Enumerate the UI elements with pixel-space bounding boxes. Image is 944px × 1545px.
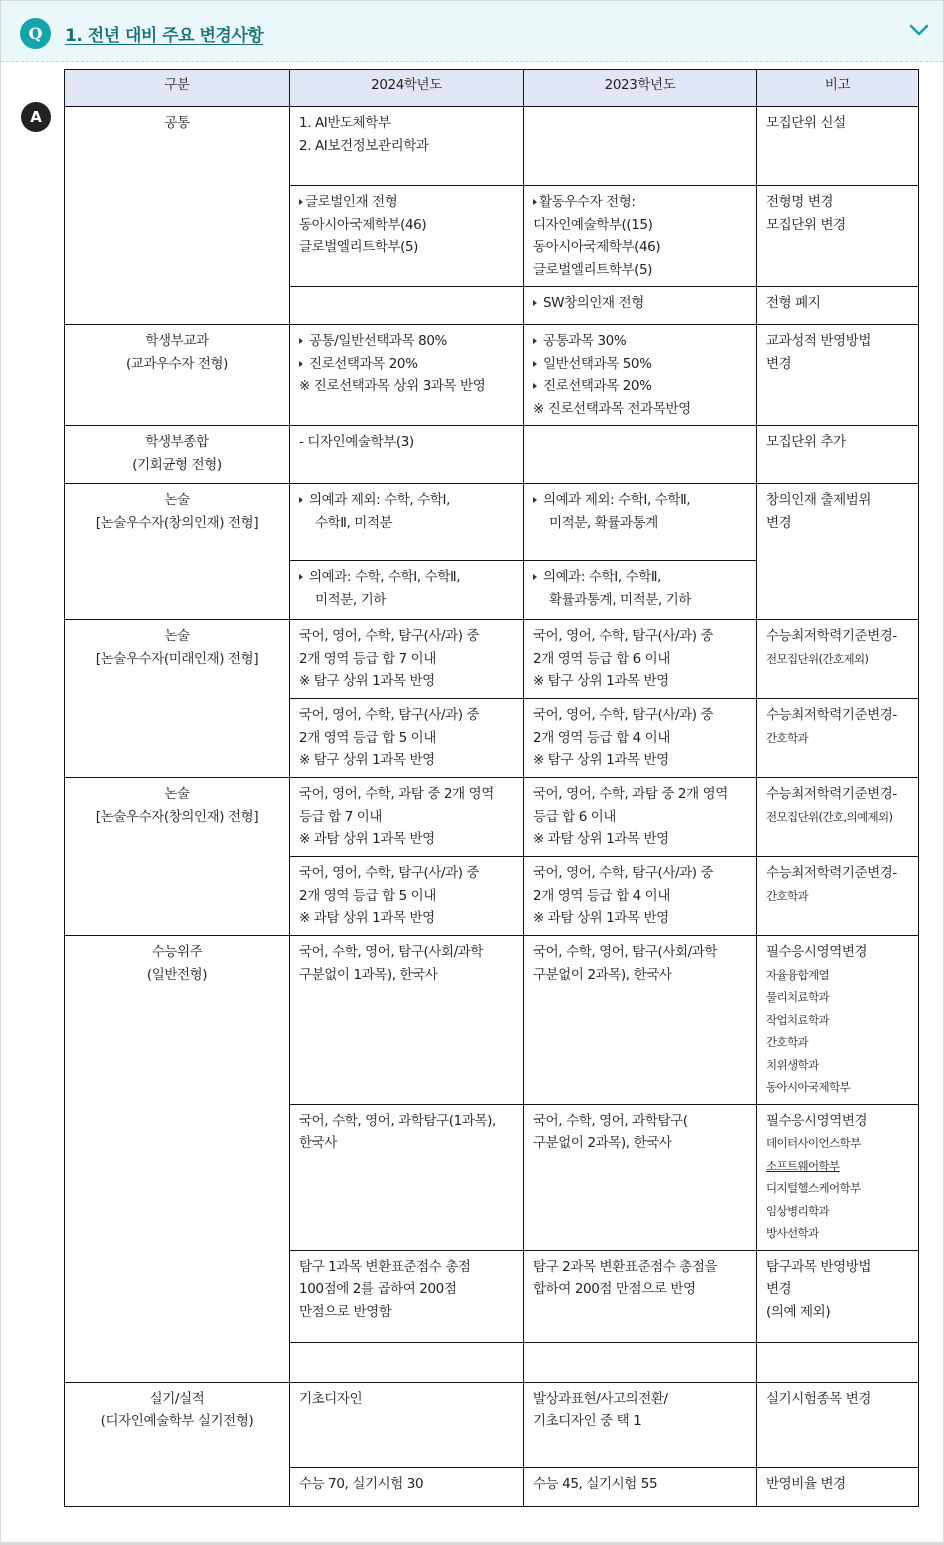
cell-note: 교과성적 반영방법 변경 [757, 325, 919, 426]
question-header[interactable] [1, 1, 943, 62]
bullet-triangle-icon [533, 383, 537, 389]
cell-note: 수능최저학력기준변경- 전모집단위(간호제외) [757, 620, 919, 699]
cell-note: 창의인재 출제범위 변경 [757, 484, 919, 620]
cell-2023 [524, 1342, 757, 1382]
chevron-down-icon[interactable] [909, 23, 929, 37]
cell-note [757, 1342, 919, 1382]
header-note: 비고 [757, 70, 919, 107]
cell-2023: 의예과 제외: 수학Ⅰ, 수학Ⅱ, 미적분, 확률과통계 [524, 484, 757, 561]
bullet-triangle-icon [533, 497, 537, 503]
cell-2024: 1. AI반도체학부 2. AI보건정보관리학과 [290, 107, 524, 186]
cell-note: 전형 폐지 [757, 287, 919, 325]
cell-2024 [290, 1342, 524, 1382]
cell-note: 필수응시영역변경 자율융합계열 물리치료학과 작업치료학과 간호학과 치위생학과 동아시아국제학부 [757, 936, 919, 1105]
table-row [65, 778, 919, 857]
category-cell: 공통 [65, 107, 290, 325]
cell-2024: 국어, 영어, 수학, 과탐 중 2개 영역 등급 합 7 이내 ※ 과탐 상위 1과목 반영 [290, 778, 524, 857]
bullet-triangle-icon [299, 574, 303, 580]
cell-2024: 국어, 수학, 영어, 과학탐구(1과목), 한국사 [290, 1104, 524, 1250]
header-2024: 2024학년도 [290, 70, 524, 107]
bullet-triangle-icon [299, 338, 303, 344]
cell-note: 수능최저학력기준변경- 전모집단위(간호,의예제외) [757, 778, 919, 857]
bullet-triangle-icon [533, 199, 537, 205]
answer-badge: A [21, 102, 51, 132]
cell-2024: 의예과 제외: 수학, 수학Ⅰ, 수학Ⅱ, 미적분 [290, 484, 524, 561]
cell-2024: 의예과: 수학, 수학Ⅰ, 수학Ⅱ, 미적분, 기하 [290, 561, 524, 620]
cell-note: 탐구과목 반영방법 변경 (의예 제외) [757, 1250, 919, 1342]
category-cell: 논술 [논술우수자(미래인재) 전형] [65, 620, 290, 778]
cell-2024: 수능 70, 실기시험 30 [290, 1467, 524, 1506]
cell-2024: 글로벌인재 전형 동아시아국제학부(46) 글로벌엘리트학부(5) [290, 186, 524, 287]
cell-2023: 국어, 수학, 영어, 과학탐구( 구분없이 2과목), 한국사 [524, 1104, 757, 1250]
bullet-triangle-icon [299, 497, 303, 503]
cell-2023: 의예과: 수학Ⅰ, 수학Ⅱ, 확률과통계, 미적분, 기하 [524, 561, 757, 620]
bullet-triangle-icon [533, 300, 537, 306]
table-row [65, 107, 919, 186]
cell-2023: 공통과목 30% 일반선택과목 50% 진로선택과목 20% ※ 진로선택과목 전과목반영 [524, 325, 757, 426]
cell-2023: 활동우수자 전형: 디자인예술학부((15) 동아시아국제학부(46) 글로벌엘리트학부(5) [524, 186, 757, 287]
category-cell: 실기/실적 (디자인예술학부 실기전형) [65, 1382, 290, 1506]
cell-2023: 발상과표현/사고의전환/ 기초디자인 중 택 1 [524, 1382, 757, 1467]
category-cell: 학생부교과 (교과우수자 전형) [65, 325, 290, 426]
question-title-link[interactable]: 1. 전년 대비 주요 변경사항 [65, 26, 264, 46]
cell-2023: 탐구 2과목 변환표준점수 총점을 합하여 200점 만점으로 반영 [524, 1250, 757, 1342]
bullet-triangle-icon [533, 361, 537, 367]
cell-2024: - 디자인예술학부(3) [290, 426, 524, 484]
cell-2024: 국어, 영어, 수학, 탐구(사/과) 중 2개 영역 등급 합 7 이내 ※ 탐구 상위 1과목 반영 [290, 620, 524, 699]
cell-2024: 기초디자인 [290, 1382, 524, 1467]
cell-2024: 공통/일반선택과목 80% 진로선택과목 20% ※ 진로선택과목 상위 3과목 반영 [290, 325, 524, 426]
cell-2023: 국어, 수학, 영어, 탐구(사회/과학 구분없이 2과목), 한국사 [524, 936, 757, 1105]
cell-note: 수능최저학력기준변경- 간호학과 [757, 699, 919, 778]
cell-2023: 국어, 영어, 수학, 탐구(사/과) 중 2개 영역 등급 합 6 이내 ※ 탐구 상위 1과목 반영 [524, 620, 757, 699]
cell-note: 모집단위 추가 [757, 426, 919, 484]
cell-note: 수능최저학력기준변경- 간호학과 [757, 857, 919, 936]
cell-2023: 국어, 영어, 수학, 탐구(사/과) 중 2개 영역 등급 합 4 이내 ※ 과탐 상위 1과목 반영 [524, 857, 757, 936]
bullet-triangle-icon [533, 338, 537, 344]
header-2023: 2023학년도 [524, 70, 757, 107]
cell-note: 실기시험종목 변경 [757, 1382, 919, 1467]
cell-2024: 탐구 1과목 변환표준점수 총점 100점에 2를 곱하여 200점 만점으로 반영함 [290, 1250, 524, 1342]
cell-2024: 국어, 영어, 수학, 탐구(사/과) 중 2개 영역 등급 합 5 이내 ※ 과탐 상위 1과목 반영 [290, 857, 524, 936]
table-row [65, 936, 919, 1105]
cell-note: 모집단위 신설 [757, 107, 919, 186]
category-cell: 논술 [논술우수자(창의인재) 전형] [65, 778, 290, 936]
cell-2023: 국어, 영어, 수학, 과탐 중 2개 영역 등급 합 6 이내 ※ 과탐 상위 1과목 반영 [524, 778, 757, 857]
cell-2024: 국어, 수학, 영어, 탐구(사회/과학 구분없이 1과목), 한국사 [290, 936, 524, 1105]
cell-2024: 국어, 영어, 수학, 탐구(사/과) 중 2개 영역 등급 합 5 이내 ※ 탐구 상위 1과목 반영 [290, 699, 524, 778]
table-row [65, 1382, 919, 1467]
cell-note: 필수응시영역변경 데이터사이언스학부 소프트웨어학부 디지털헬스케어학부 임상병리학과 방사선학과 [757, 1104, 919, 1250]
cell-2023 [524, 107, 757, 186]
table-row [65, 426, 919, 484]
table-row [65, 325, 919, 426]
cell-note: 반영비율 변경 [757, 1467, 919, 1506]
cell-2024 [290, 287, 524, 325]
bullet-triangle-icon [299, 199, 303, 205]
cell-2023: SW창의인재 전형 [524, 287, 757, 325]
bullet-triangle-icon [299, 361, 303, 367]
cell-2023: 수능 45, 실기시험 55 [524, 1467, 757, 1506]
table-header-row [65, 70, 919, 107]
cell-note: 전형명 변경 모집단위 변경 [757, 186, 919, 287]
table-row [65, 484, 919, 561]
table-row [65, 620, 919, 699]
cell-2023 [524, 426, 757, 484]
changes-table [64, 69, 919, 1507]
header-category: 구분 [65, 70, 290, 107]
category-cell: 논술 [논술우수자(창의인재) 전형] [65, 484, 290, 620]
question-badge: Q [20, 18, 51, 49]
cell-2023: 국어, 영어, 수학, 탐구(사/과) 중 2개 영역 등급 합 4 이내 ※ 탐구 상위 1과목 반영 [524, 699, 757, 778]
category-cell: 수능위주 (일반전형) [65, 936, 290, 1383]
category-cell: 학생부종합 (기회균형 전형) [65, 426, 290, 484]
bullet-triangle-icon [533, 574, 537, 580]
